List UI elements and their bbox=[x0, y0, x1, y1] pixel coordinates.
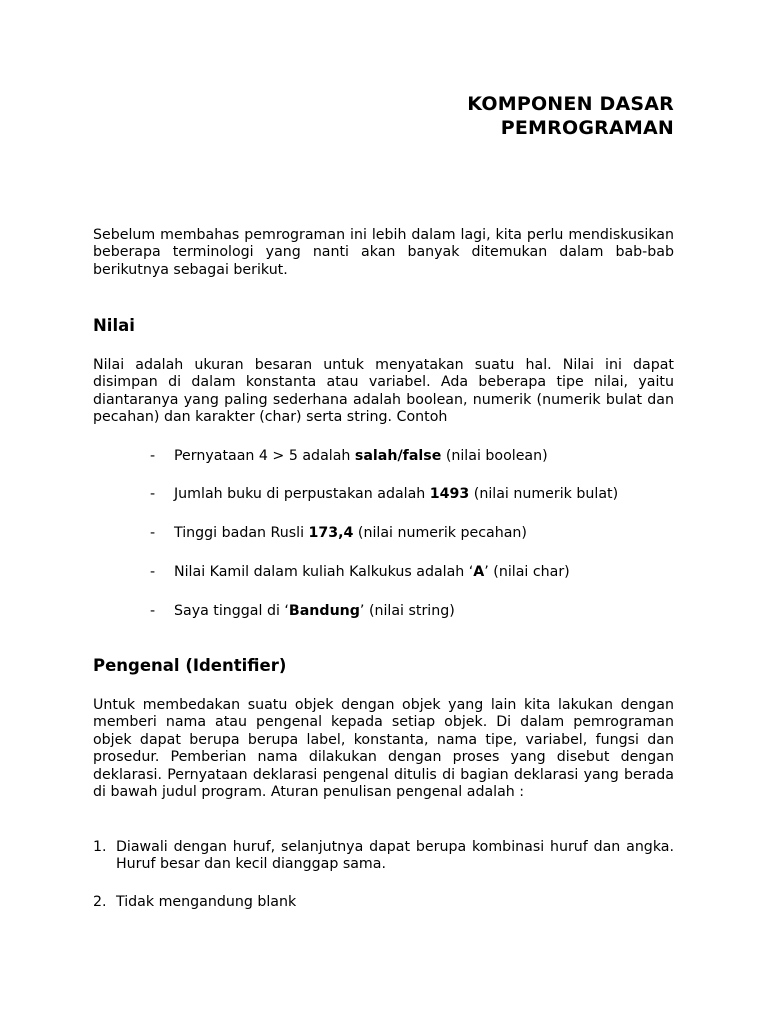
example-note: (nilai numerik pecahan) bbox=[353, 525, 527, 541]
title-line-2: PEMROGRAMAN bbox=[500, 117, 674, 139]
bullet-dash: - bbox=[150, 448, 156, 464]
example-bold: 1493 bbox=[429, 486, 470, 502]
bullet-dash: - bbox=[150, 525, 156, 541]
rule-item-1 bbox=[93, 839, 674, 874]
example-note: ’ (nilai char) bbox=[484, 564, 570, 580]
pengenal-paragraph: Untuk membedakan suatu objek dengan objek yang lain kita lakukan dengan memberi nama atau pengenal kepada setiap objek. Di dalam pemrograman objek dapat berupa berupa label, konstanta, nama tipe, variabel, fungsi dan prosedur. Pemberian nama dilakukan dengan proses yang disebut dengan deklarasi. Pernyataan deklarasi pengenal ditulis di bagian deklarasi yang berada di bawah judul program. Aturan penulisan pengenal adalah : bbox=[93, 697, 674, 801]
intro-paragraph: Sebelum membahas pemrograman ini lebih dalam lagi, kita perlu mendiskusikan beberapa terminologi yang nanti akan banyak ditemukan dalam bab-bab berikutnya sebagai berikut. bbox=[93, 227, 674, 278]
example-bold: 173,4 bbox=[308, 525, 354, 541]
title-line-1: KOMPONEN DASAR bbox=[467, 93, 674, 115]
rule-number: 2. bbox=[93, 894, 107, 910]
example-text: Tinggi badan Rusli bbox=[174, 525, 309, 541]
rule-text: Diawali dengan huruf, selanjutnya dapat berupa kombinasi huruf dan angka. Huruf besar dan kecil dianggap sama. bbox=[116, 839, 674, 873]
nilai-paragraph: Nilai adalah ukuran besaran untuk menyatakan suatu hal. Nilai ini dapat disimpan di dalam konstanta atau variabel. Ada beberapa tipe nilai, yaitu diantaranya yang paling sederhana adalah boolean, numerik (numerik bulat dan pecahan) dan karakter (char) serta string. Contoh bbox=[93, 357, 674, 426]
example-note: (nilai boolean) bbox=[441, 448, 548, 464]
example-text: Jumlah buku di perpustakan adalah bbox=[174, 486, 430, 502]
example-text: Pernyataan 4 > 5 adalah bbox=[174, 448, 355, 464]
example-note: ’ (nilai string) bbox=[359, 603, 455, 619]
bullet-dash: - bbox=[150, 564, 156, 580]
example-bold: A bbox=[473, 564, 485, 580]
bullet-dash: - bbox=[150, 486, 156, 502]
example-note: (nilai numerik bulat) bbox=[469, 486, 619, 502]
example-bold: Bandung bbox=[288, 603, 360, 619]
bullet-dash: - bbox=[150, 603, 156, 619]
document-title bbox=[467, 92, 674, 140]
example-text: Nilai Kamil dalam kuliah Kalkukus adalah ‘ bbox=[174, 564, 474, 580]
example-text: Saya tinggal di ‘ bbox=[174, 603, 289, 619]
example-bold: salah/false bbox=[354, 448, 442, 464]
rule-text: Tidak mengandung blank bbox=[116, 894, 297, 910]
rule-number: 1. bbox=[93, 839, 107, 855]
rule-item-2 bbox=[93, 894, 674, 911]
heading-nilai: Nilai bbox=[93, 316, 135, 335]
heading-pengenal: Pengenal (Identifier) bbox=[93, 656, 287, 675]
